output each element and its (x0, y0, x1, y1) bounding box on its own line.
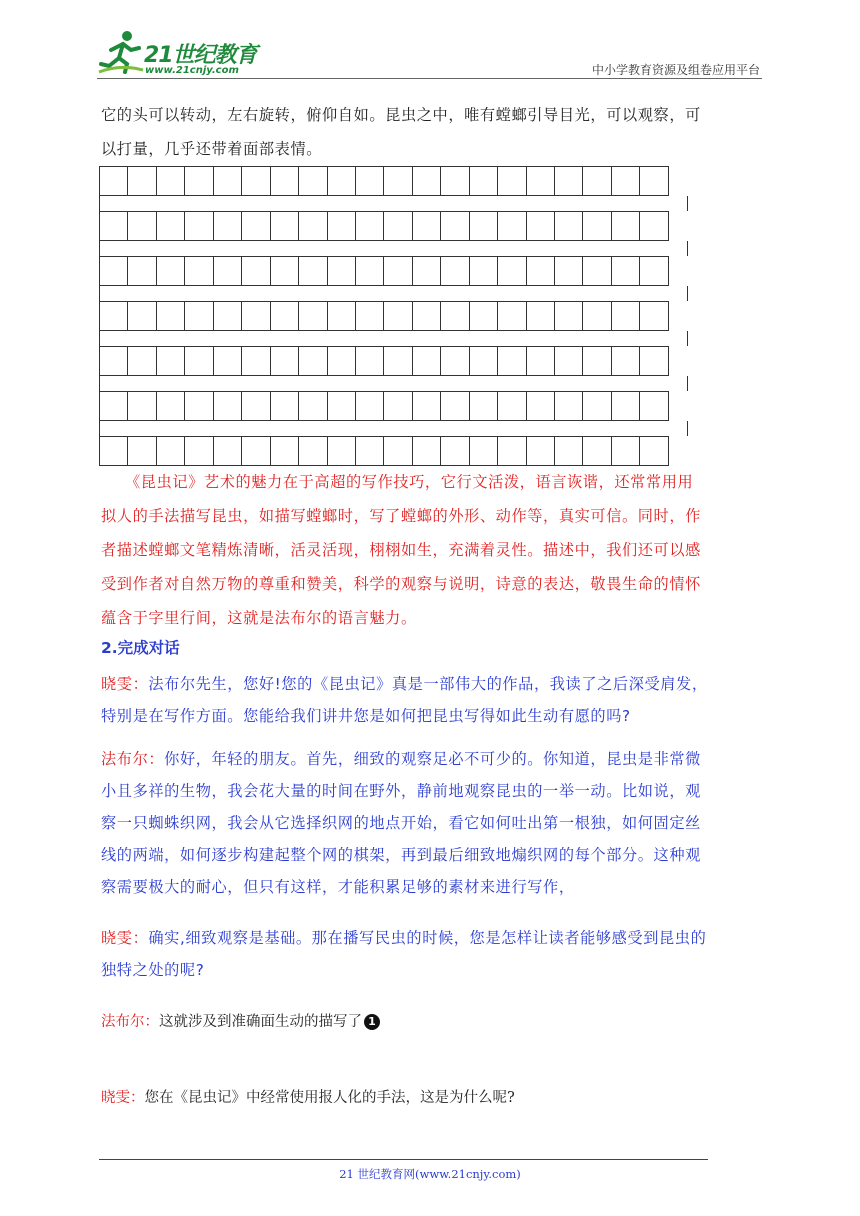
grid-cell (498, 211, 526, 241)
grid-row (99, 391, 688, 421)
grid-cell (640, 256, 668, 286)
grid-cell (157, 436, 185, 466)
dialogue-turn-2 (101, 743, 763, 903)
grid-cell (498, 256, 526, 286)
grid-cell (555, 256, 583, 286)
speaker-label: 晓雯： (101, 675, 149, 693)
grid-cell (157, 346, 185, 376)
grid-cell (413, 436, 441, 466)
grid-cell (214, 211, 242, 241)
grid-cell (242, 391, 270, 421)
grid-gap (99, 376, 688, 391)
grid-cell (214, 346, 242, 376)
dialogue-text: 线的两端，如何逐步构建起整个网的棋架，再到最后细致地煽织网的每个部分。这种观 (101, 846, 701, 864)
grid-cell (498, 346, 526, 376)
grid-cell (328, 346, 356, 376)
grid-cell (242, 211, 270, 241)
dialogue-turn-4 (101, 1010, 380, 1031)
grid-cell (527, 166, 555, 196)
grid-cell (356, 436, 384, 466)
grid-gap (99, 421, 688, 436)
grid-cell (128, 436, 156, 466)
platform-title: 中小学教育资源及组卷应用平台 (591, 63, 760, 77)
grid-cell (128, 256, 156, 286)
grid-row (99, 211, 688, 241)
site-logo (97, 28, 257, 78)
grid-cell (185, 436, 213, 466)
grid-cell (356, 166, 384, 196)
grid-cell (612, 436, 640, 466)
grid-cell (271, 256, 299, 286)
grid-cell (157, 391, 185, 421)
grid-cell (100, 391, 128, 421)
grid-cell (157, 166, 185, 196)
grid-cell (242, 436, 270, 466)
grid-cell (470, 436, 498, 466)
grid-cell (185, 211, 213, 241)
page-footer: 21 世纪教育网(www.21cnjy.com) (339, 1167, 521, 1181)
grid-cell (640, 391, 668, 421)
grid-cell (384, 436, 412, 466)
grid-row (99, 256, 688, 286)
grid-cell (441, 436, 469, 466)
speaker-label: 法布尔： (101, 750, 165, 768)
grid-cell (271, 391, 299, 421)
grid-cell (640, 436, 668, 466)
grid-cell (527, 391, 555, 421)
grid-gap (99, 331, 688, 346)
grid-cell (470, 391, 498, 421)
dialogue-text: 法布尔先生，您好!您的《昆虫记》真是一部伟大的作品，我读了之后深受肩发， (148, 675, 708, 693)
grid-cell (185, 166, 213, 196)
grid-cell (299, 301, 327, 331)
grid-cell (583, 346, 611, 376)
dialogue-turn-5 (101, 1086, 515, 1107)
grid-cell (612, 166, 640, 196)
grid-row (99, 301, 688, 331)
grid-cell (612, 346, 640, 376)
grid-cell (356, 301, 384, 331)
grid-cell (413, 391, 441, 421)
grid-cell (498, 301, 526, 331)
grid-gap (99, 241, 688, 256)
grid-cell (128, 391, 156, 421)
writing-grid (99, 166, 688, 466)
grid-cell (527, 256, 555, 286)
dialogue-text: 你好，年轻的朋友。首先，细致的观察足必不可少的。你知道，昆虫是非常微 (164, 750, 701, 768)
grid-cell (555, 436, 583, 466)
grid-cell (100, 301, 128, 331)
grid-cell (100, 436, 128, 466)
summary-paragraph (101, 465, 763, 635)
footnote-badge: 1 (364, 1014, 380, 1030)
grid-cell (470, 301, 498, 331)
grid-cell (640, 346, 668, 376)
grid-cell (527, 346, 555, 376)
speaker-label: 晓雯： (101, 929, 149, 947)
grid-cell (527, 301, 555, 331)
grid-cell (413, 256, 441, 286)
grid-cell (612, 256, 640, 286)
grid-cell (328, 211, 356, 241)
grid-cell (299, 211, 327, 241)
grid-row (99, 436, 688, 466)
dialogue-text: 独特之处的呢? (101, 961, 205, 979)
grid-row (99, 346, 688, 376)
grid-cell (527, 211, 555, 241)
text-line: 《昆虫记》艺术的魅力在于高超的写作技巧，它行文活泼，语言诙谐，还常常用用 (101, 473, 694, 491)
grid-cell (328, 391, 356, 421)
dialogue-text: 察需要极大的耐心，但只有这样，才能积累足够的素材来进行写作， (101, 878, 575, 896)
grid-gap (99, 286, 688, 301)
grid-gap (99, 196, 688, 211)
logo-url: www.21cnjy.com (145, 65, 239, 76)
grid-cell (470, 166, 498, 196)
grid-cell (128, 211, 156, 241)
grid-cell (413, 166, 441, 196)
dialogue-text: 您在《昆虫记》中经常使用报人化的手法，这是为什么呢? (144, 1090, 515, 1106)
grid-row (99, 166, 688, 196)
grid-cell (356, 346, 384, 376)
grid-cell (384, 391, 412, 421)
grid-cell (470, 211, 498, 241)
grid-cell (328, 256, 356, 286)
grid-cell (100, 166, 128, 196)
intro-paragraph (101, 98, 763, 166)
grid-cell (640, 301, 668, 331)
grid-cell (413, 211, 441, 241)
grid-cell (299, 256, 327, 286)
grid-cell (214, 256, 242, 286)
grid-cell (555, 301, 583, 331)
dialogue-turn-3 (101, 922, 763, 986)
grid-cell (583, 256, 611, 286)
grid-cell (299, 391, 327, 421)
text-line: 受到作者对自然万物的尊重和赞美，科学的观察与说明，诗意的表达，敬畏生命的情怀 (101, 575, 701, 593)
grid-cell (214, 436, 242, 466)
grid-cell (128, 346, 156, 376)
grid-cell (413, 301, 441, 331)
grid-cell (498, 166, 526, 196)
grid-cell (640, 166, 668, 196)
grid-cell (413, 346, 441, 376)
grid-cell (271, 166, 299, 196)
grid-cell (441, 166, 469, 196)
grid-cell (498, 436, 526, 466)
grid-cell (527, 436, 555, 466)
grid-cell (242, 256, 270, 286)
grid-cell (157, 256, 185, 286)
grid-cell (384, 211, 412, 241)
grid-cell (470, 256, 498, 286)
dialogue-text: 特别是在写作方面。您能给我们讲井您是如何把昆虫写得如此生动有愿的吗? (101, 707, 631, 725)
grid-cell (441, 256, 469, 286)
grid-cell (242, 166, 270, 196)
grid-cell (441, 211, 469, 241)
footer-divider (99, 1159, 708, 1160)
grid-cell (470, 346, 498, 376)
header-divider (97, 78, 762, 79)
grid-cell (100, 211, 128, 241)
text-line: 以打量，几乎还带着面部表情。 (101, 140, 323, 158)
grid-cell (214, 301, 242, 331)
grid-cell (214, 166, 242, 196)
grid-cell (356, 211, 384, 241)
grid-cell (185, 256, 213, 286)
grid-cell (441, 391, 469, 421)
grid-cell (555, 346, 583, 376)
grid-cell (157, 211, 185, 241)
grid-cell (100, 256, 128, 286)
grid-cell (185, 346, 213, 376)
grid-cell (583, 391, 611, 421)
grid-cell (328, 301, 356, 331)
grid-cell (185, 391, 213, 421)
grid-cell (185, 301, 213, 331)
grid-cell (100, 346, 128, 376)
grid-cell (128, 166, 156, 196)
grid-cell (384, 346, 412, 376)
grid-cell (583, 211, 611, 241)
grid-cell (441, 346, 469, 376)
grid-cell (384, 301, 412, 331)
grid-cell (271, 346, 299, 376)
dialogue-text: 小且多祥的生物，我会花大量的时间在野外，静前地观察昆虫的一举一动。比如说，观 (101, 782, 701, 800)
grid-cell (299, 346, 327, 376)
grid-cell (328, 436, 356, 466)
grid-cell (583, 436, 611, 466)
grid-cell (612, 301, 640, 331)
grid-cell (214, 391, 242, 421)
dialogue-text: 察一只蜘蛛织网，我会从它选择织网的地点开始，看它如何吐出第一根独，如何固定丝 (101, 814, 701, 832)
grid-cell (299, 166, 327, 196)
grid-cell (555, 166, 583, 196)
text-line: 者描述螳螂文笔精炼清晰，活灵活现，栩栩如生，充满着灵性。描述中，我们还可以感 (101, 541, 701, 559)
speaker-label: 晓雯： (101, 1090, 145, 1106)
dialogue-turn-1 (101, 668, 763, 732)
logo-text: 21世纪教育 (144, 43, 257, 68)
grid-cell (356, 391, 384, 421)
grid-cell (640, 211, 668, 241)
text-line: 它的头可以转动，左右旋转，俯仰自如。昆虫之中，唯有螳螂引导目光，可以观察，可 (101, 106, 701, 124)
text-line: 蕴含于字里行间，这就是法布尔的语言魅力。 (101, 609, 417, 627)
speaker-label: 法布尔： (101, 1014, 159, 1030)
grid-cell (157, 301, 185, 331)
grid-cell (271, 211, 299, 241)
grid-cell (328, 166, 356, 196)
dialogue-text: 确实,细致观察是基础。那在播写民虫的时候，您是怎样让读者能够感受到昆虫的 (148, 929, 707, 947)
grid-cell (612, 391, 640, 421)
grid-cell (299, 436, 327, 466)
grid-cell (441, 301, 469, 331)
dialogue-text: 这就涉及到准确面生动的描写了 (159, 1014, 362, 1030)
runner-icon (97, 28, 145, 76)
grid-cell (384, 256, 412, 286)
grid-cell (271, 301, 299, 331)
grid-cell (555, 391, 583, 421)
grid-cell (356, 256, 384, 286)
grid-cell (242, 301, 270, 331)
grid-cell (128, 301, 156, 331)
section-heading: 2.完成对话 (101, 639, 180, 657)
grid-cell (242, 346, 270, 376)
grid-cell (498, 391, 526, 421)
grid-cell (583, 166, 611, 196)
grid-cell (555, 211, 583, 241)
text-line: 拟人的手法描写昆虫，如描写螳螂时，写了螳螂的外形、动作等，真实可信。同时，作 (101, 507, 701, 525)
page-header (97, 28, 762, 80)
grid-cell (583, 301, 611, 331)
grid-cell (612, 211, 640, 241)
grid-cell (384, 166, 412, 196)
grid-cell (271, 436, 299, 466)
